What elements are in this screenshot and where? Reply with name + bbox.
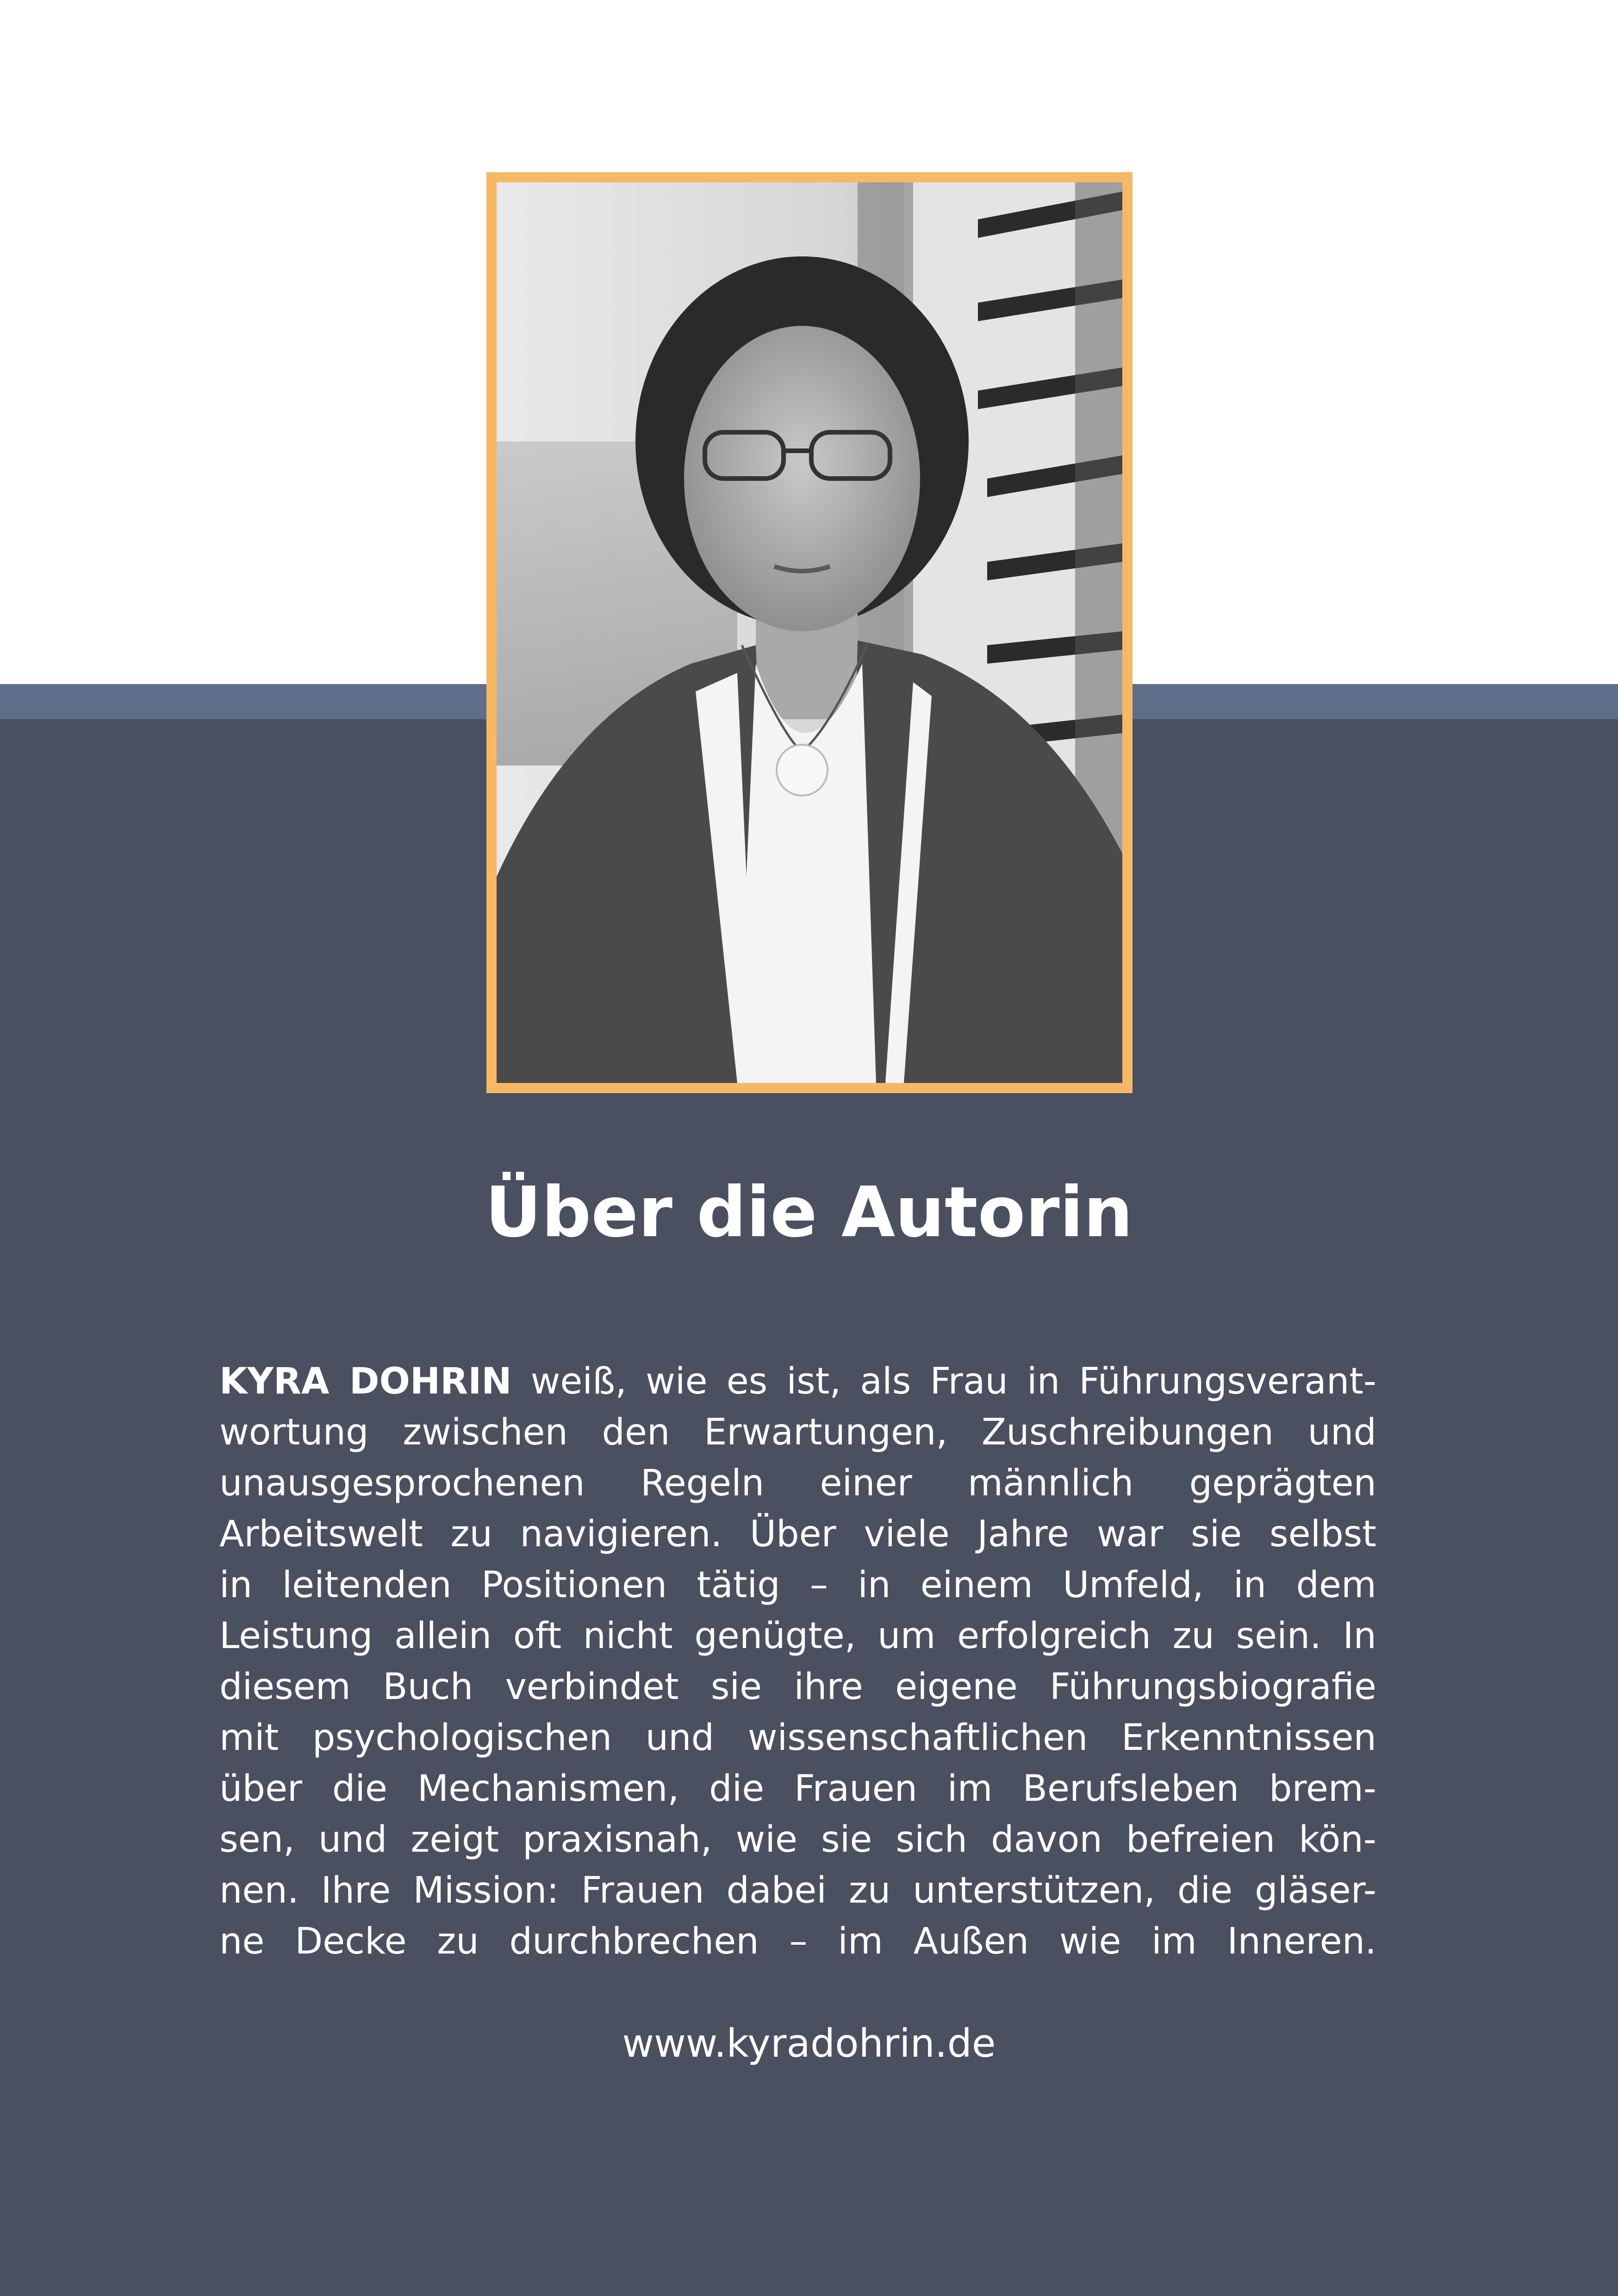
author-photo xyxy=(486,172,1133,1093)
bio-line: ne Decke zu durchbrechen – im Außen wie im Inneren. xyxy=(219,1921,1376,1962)
author-portrait-icon xyxy=(497,182,1122,1083)
author-name: KYRA DOHRIN xyxy=(219,1361,512,1402)
bio-line: Arbeitswelt zu navigieren. Über viele Jahre war sie selbst xyxy=(219,1513,1376,1555)
section-heading: Über die Autorin xyxy=(485,1172,1133,1253)
bio-line: Leistung allein oft nicht genügte, um erfolgreich zu sein. In xyxy=(219,1615,1376,1657)
bio-line: nen. Ihre Mission: Frauen dabei zu unterstützen, die gläser- xyxy=(219,1870,1376,1911)
bio-line: sen, und zeigt praxisnah, wie sie sich davon befreien kön- xyxy=(219,1819,1376,1860)
bio-line-text: weiß, wie es ist, als Frau in Führungsverant- xyxy=(511,1361,1376,1402)
bio-line: in leitenden Positionen tätig – in einem Umfeld, in dem xyxy=(219,1564,1376,1606)
author-bio xyxy=(219,1356,1376,1967)
bio-line: diesem Buch verbindet sie ihre eigene Führungsbiografie xyxy=(219,1666,1376,1708)
bio-line: über die Mechanismen, die Frauen im Berufsleben brem- xyxy=(219,1768,1376,1810)
bio-line: unausgesprochenen Regeln einer männlich geprägten xyxy=(219,1462,1376,1504)
bio-line: wortung zwischen den Erwartungen, Zuschreibungen und xyxy=(219,1412,1376,1453)
bio-line: mit psychologischen und wissenschaftlichen Erkenntnissen xyxy=(219,1717,1376,1759)
bio-line xyxy=(219,1356,1376,1407)
website-link[interactable]: www.kyradohrin.de xyxy=(622,2021,996,2066)
